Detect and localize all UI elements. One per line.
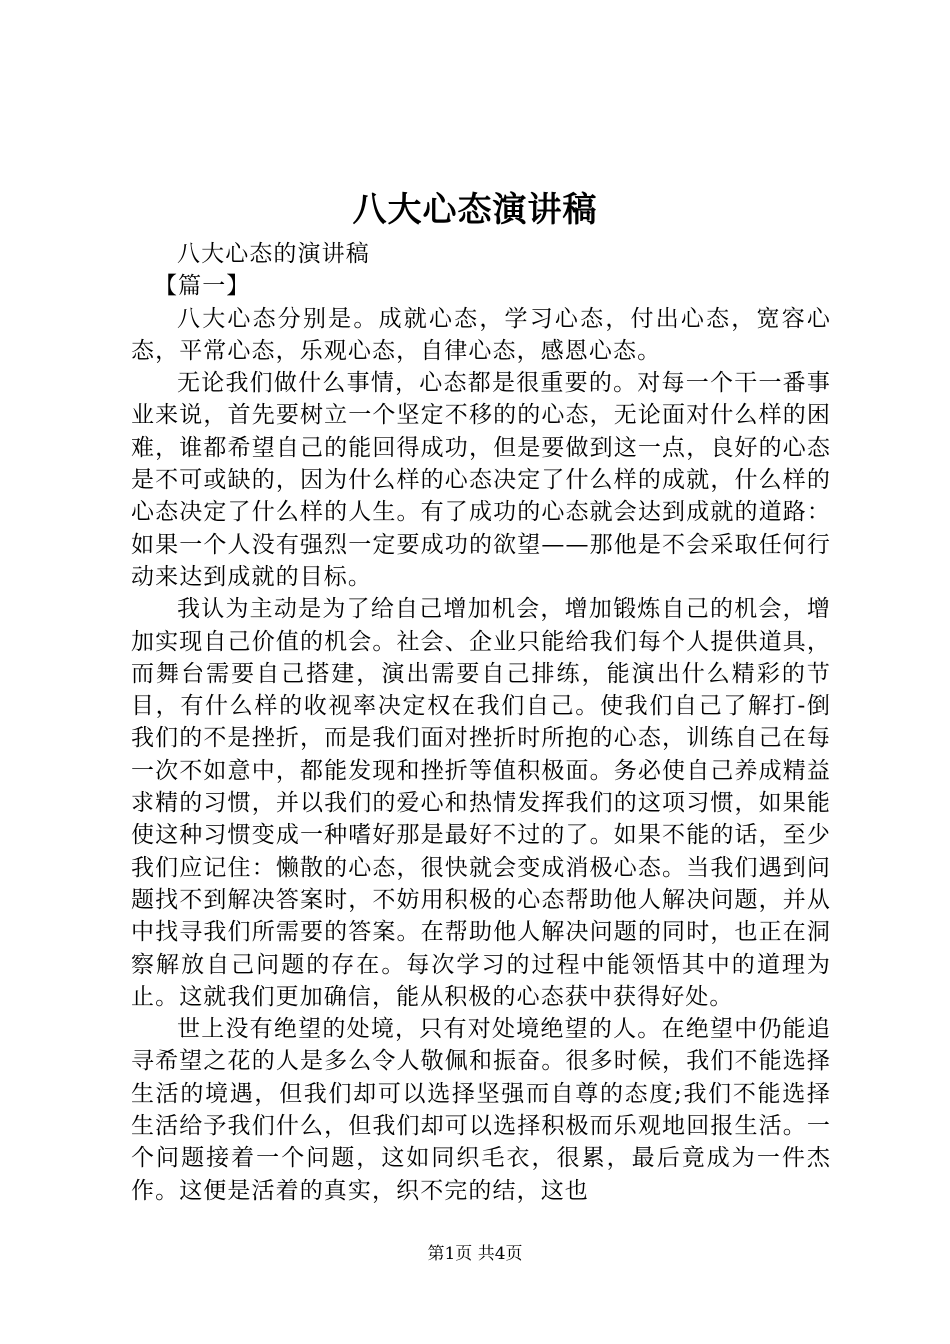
paragraph: 无论我们做什么事情，心态都是很重要的。对每一个干一番事业来说，首先要树立一个坚定不移的的心态，无论面对什么样的困难，谁都希望自己的能回得成功，但是要做到这一点，良好的心态是不可或缺的，因为什么样的心态决定了什么样的成就，什么样的心态决定了什么样的人生。有了成功的心态就会达到成就的道路：如果一个人没有强烈一定要成功的欲望——那他是不会采取任何行动来达到成就的目标。 bbox=[131, 370, 831, 590]
page-number-footer: 第1页 共4页 bbox=[427, 1244, 523, 1264]
section-tag: 【篇一】 bbox=[154, 273, 251, 300]
paragraph: 世上没有绝望的处境，只有对处境绝望的人。在绝望中仍能追寻希望之花的人是多么令人敬佩和振奋。很多时候，我们不能选择生活的境遇，但我们却可以选择坚强而自尊的态度;我们不能选择生活给予我们什么，但我们却可以选择积极而乐观地回报生活。一个问题接着一个问题，这如同织毛衣，很累，最后竟成为一件杰作。这便是活着的真实，织不完的结，这也 bbox=[131, 1016, 831, 1204]
document-title: 八大心态演讲稿 bbox=[352, 190, 598, 230]
paragraph: 我认为主动是为了给自己增加机会，增加锻炼自己的机会，增加实现自己价值的机会。社会、企业只能给我们每个人提供道具，而舞台需要自己搭建，演出需要自己排练，能演出什么精彩的节目，有什么样的收视率决定权在我们自己。使我们自己了解打-倒我们的不是挫折，而是我们面对挫折时所抱的心态，训练自己在每一次不如意中，都能发现和挫折等值积极面。务必使自己养成精益求精的习惯，并以我们的爱心和热情发挥我们的这项习惯，如果能使这种习惯变成一种嗜好那是最好不过的了。如果不能的话，至少我们应记住：懒散的心态，很快就会变成消极心态。当我们遇到问题找不到解决答案时，不妨用积极的心态帮助他人解决问题，并从中找寻我们所需要的答案。在帮助他人解决问题的同时，也正在洞察解放自己问题的存在。每次学习的过程中能领悟其中的道理为止。这就我们更加确信，能从积极的心态获中获得好处。 bbox=[131, 596, 831, 1010]
subtitle: 八大心态的演讲稿 bbox=[177, 241, 370, 267]
paragraph: 八大心态分别是。成就心态，学习心态，付出心态，宽容心态，平常心态，乐观心态，自律心态，感恩心态。 bbox=[131, 305, 831, 364]
document-body bbox=[131, 238, 831, 1207]
